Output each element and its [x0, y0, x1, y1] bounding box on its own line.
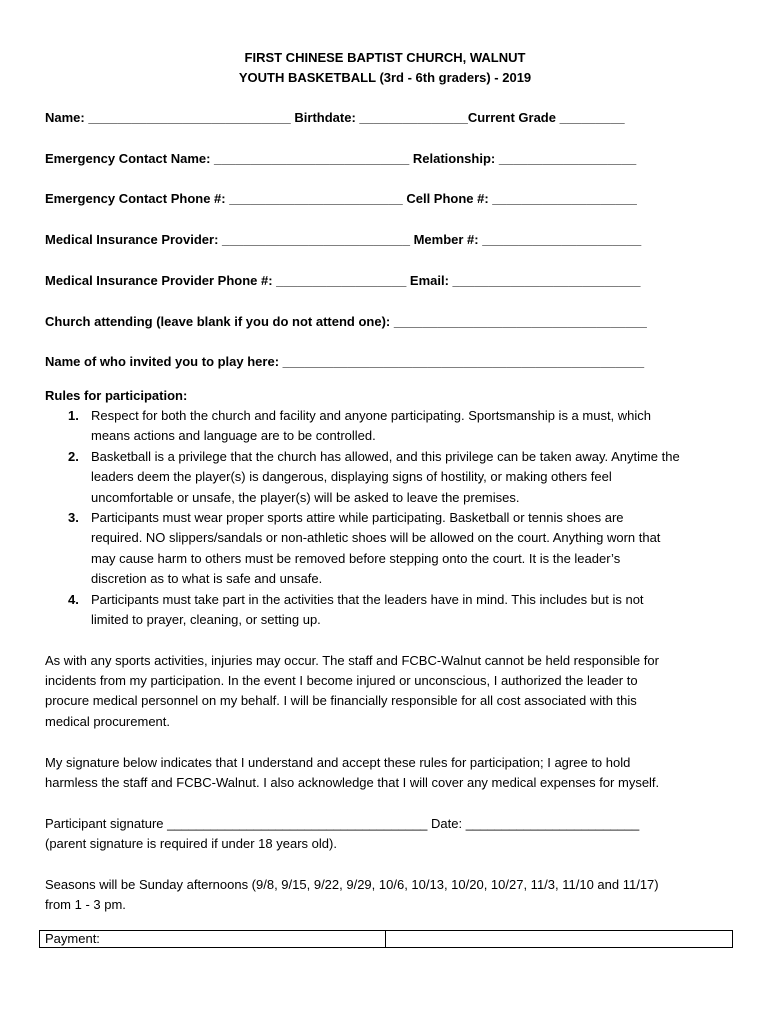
rule-text-line: limited to prayer, cleaning, or setting up. [91, 612, 321, 627]
agreement-line: My signature below indicates that I understand and accept these rules for participation; I agree to hold [45, 755, 631, 770]
name-birthdate-grade-field[interactable]: Name: ____________________________ Birthdate: _______________Current Grade _________ [45, 110, 625, 125]
payment-value-cell[interactable] [387, 931, 732, 947]
rule-number: 4. [68, 592, 79, 607]
liability-line: medical procurement. [45, 714, 170, 729]
rule-number: 3. [68, 510, 79, 525]
rule-text-line: means actions and language are to be controlled. [91, 428, 376, 443]
emergency-phone-field[interactable]: Emergency Contact Phone #: ________________________ Cell Phone #: ____________________ [45, 191, 637, 206]
rule-text-line: Respect for both the church and facility and anyone participating. Sportsmanship is a must, which [91, 408, 652, 423]
liability-line: incidents from my participation. In the event I become injured or unconscious, I authorized the leader to [45, 673, 638, 688]
liability-line: As with any sports activities, injuries may occur. The staff and FCBC-Walnut cannot be held responsible for [45, 653, 659, 668]
agreement-line: harmless the staff and FCBC-Walnut. I also acknowledge that I will cover any medical expenses for myself. [45, 775, 660, 790]
liability-line: procure medical personnel on my behalf. I will be financially responsible for all cost associated with this [45, 693, 637, 708]
rule-text-line: Participants must take part in the activities that the leaders have in mind. This includes but is not [91, 592, 644, 607]
form-title: FIRST CHINESE BAPTIST CHURCH, WALNUT [244, 50, 526, 65]
seasons-line: Seasons will be Sunday afternoons (9/8, 9/15, 9/22, 9/29, 10/6, 10/13, 10/20, 10/27, 11/3, 11/10 and 11/17) [45, 877, 659, 892]
insurance-phone-email-field[interactable]: Medical Insurance Provider Phone #: __________________ Email: __________________________ [45, 273, 641, 288]
rule-text-line: discretion as to what is safe and unsafe. [91, 571, 323, 586]
rule-text-line: leaders deem the player(s) is dangerous, displaying signs of hostility, or making others feel [91, 469, 612, 484]
signature-date-field[interactable]: Participant signature ____________________________________ Date: ________________________ [45, 816, 640, 831]
rule-text-line: required. NO slippers/sandals or non-athletic shoes will be allowed on the court. Anything worn that [91, 530, 661, 545]
rules-heading: Rules for participation: [45, 388, 188, 403]
rule-text-line: Basketball is a privilege that the church has allowed, and this privilege can be taken away. Anytime the [91, 449, 680, 464]
payment-table [39, 930, 733, 948]
rule-text-line: uncomfortable or unsafe, the player(s) will be asked to leave the premises. [91, 490, 520, 505]
signature-note: (parent signature is required if under 18 years old). [45, 836, 337, 851]
rule-number: 2. [68, 449, 79, 464]
emergency-contact-field[interactable]: Emergency Contact Name: ___________________________ Relationship: ___________________ [45, 151, 637, 166]
payment-label-cell [40, 931, 386, 947]
form-subtitle: YOUTH BASKETBALL (3rd - 6th graders) - 2019 [238, 70, 532, 85]
rule-text-line: Participants must wear proper sports attire while participating. Basketball or tennis shoes are [91, 510, 624, 525]
rule-text-line: may cause harm to others must be removed before stepping onto the court. It is the leader’s [91, 551, 621, 566]
rule-number: 1. [68, 408, 79, 423]
church-attending-field[interactable]: Church attending (leave blank if you do not attend one): ___________________________________ [45, 314, 647, 329]
invited-by-field[interactable]: Name of who invited you to play here: __________________________________________________ [45, 354, 645, 369]
seasons-line: from 1 - 3 pm. [45, 897, 126, 912]
payment-label: Payment: [45, 931, 100, 946]
insurance-provider-field[interactable]: Medical Insurance Provider: __________________________ Member #: ______________________ [45, 232, 642, 247]
